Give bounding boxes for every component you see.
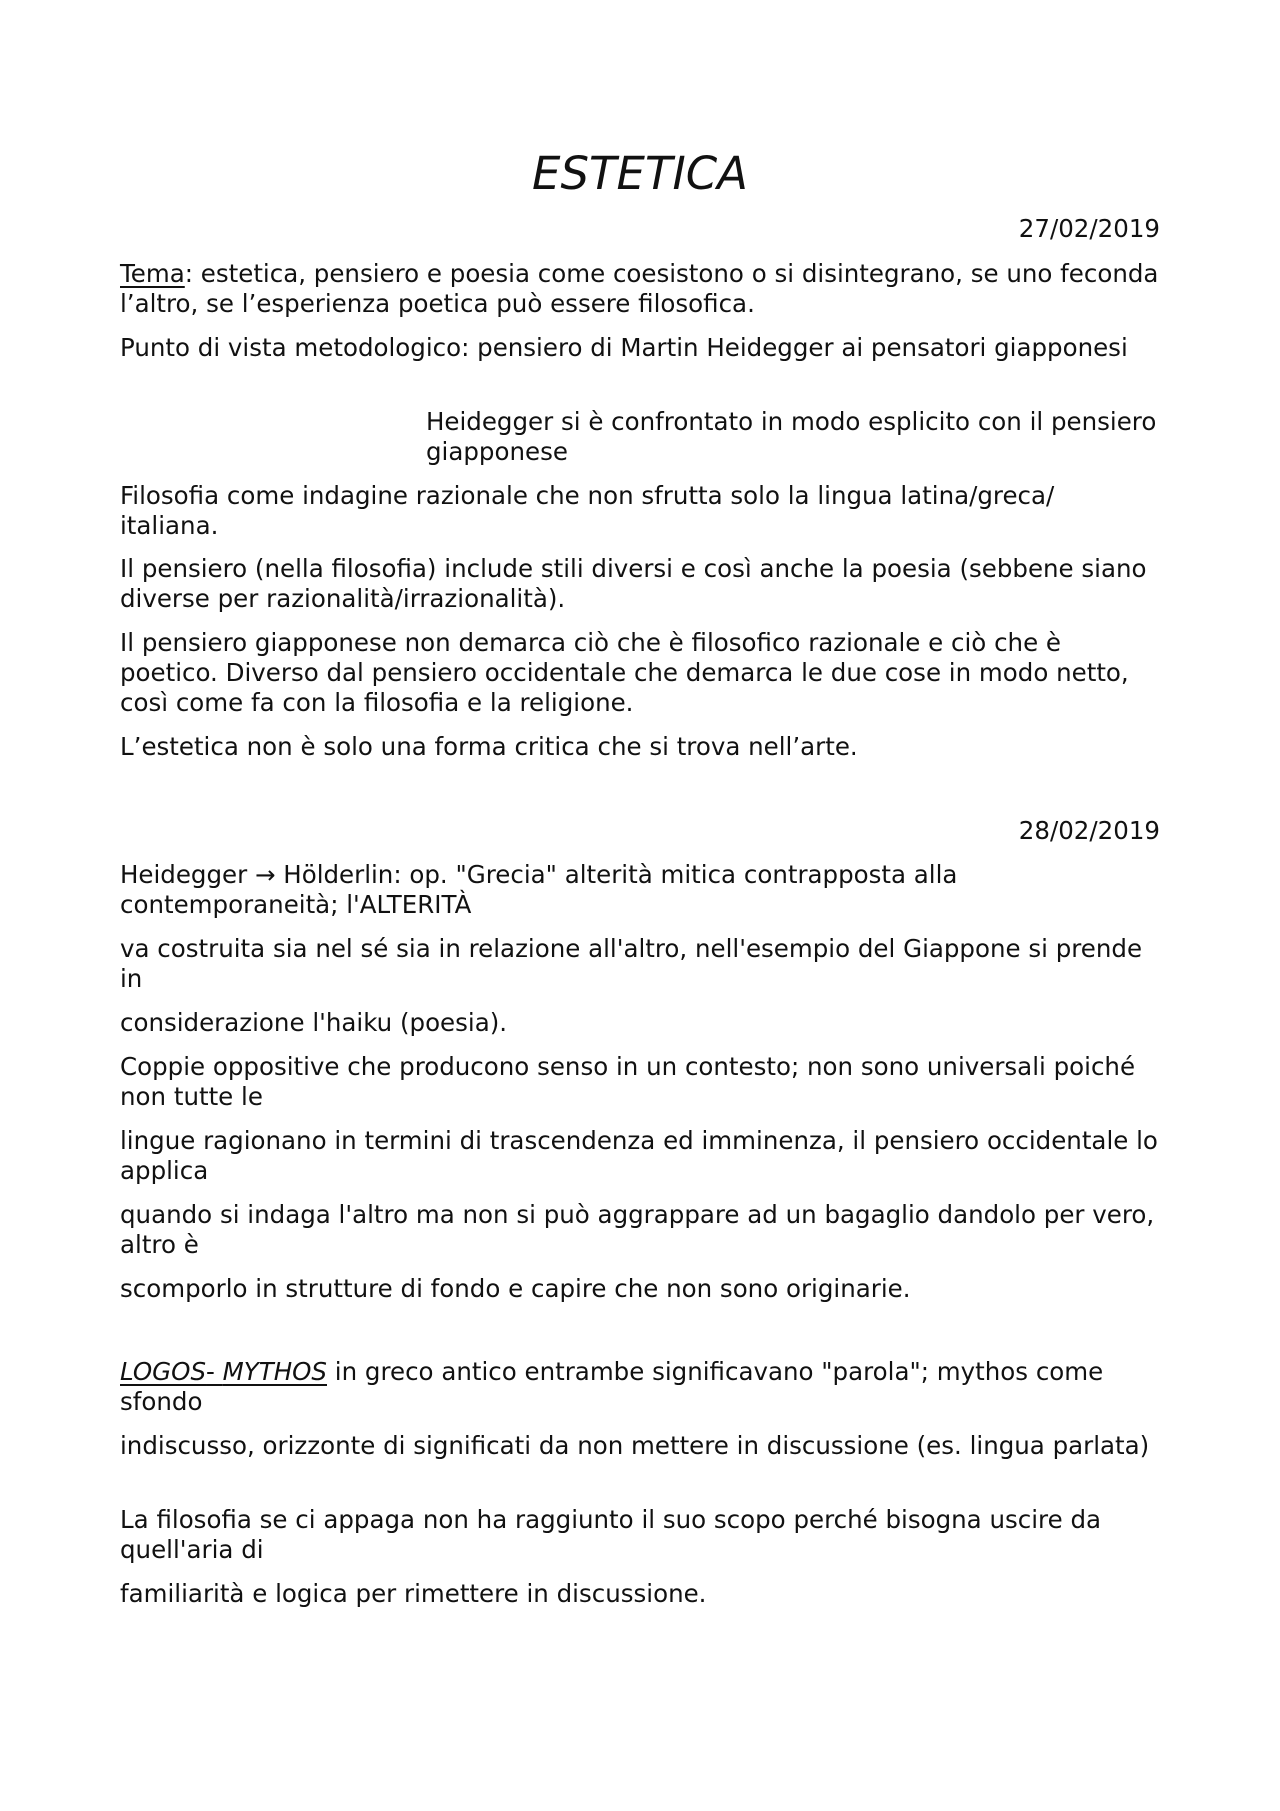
logos-label: LOGOS [120, 1357, 207, 1386]
paragraph-logos-mythos [120, 1357, 1160, 1417]
paragraph-filosofia: Filosofia come indagine razionale che non sfrutta solo la lingua latina/greca/ italiana. [120, 481, 1055, 540]
paragraph-appaga: La filosofia se ci appaga non ha raggiunto il suo scopo perché bisogna uscire da quell'aria di [120, 1505, 1102, 1564]
tema-text: : estetica, pensiero e poesia come coesistono o si disintegrano, se uno feconda l’altro, se l’esperienza poetica può essere filosofica. [120, 259, 1159, 318]
document-page [120, 0, 1160, 1811]
paragraph-pensiero-stili: Il pensiero (nella filosofia) include stili diversi e così anche la poesia (sebbene siano diverse per razionalità/irrazionalità). [120, 554, 1147, 613]
paragraph-familiarita: familiarità e logica per rimettere in discussione. [120, 1579, 707, 1608]
mythos-label: MYTHOS [222, 1357, 327, 1386]
paragraph-holderlin: Heidegger → Hölderlin: op. "Grecia" alterità mitica contrapposta alla contemporaneità; l'ALTERITÀ [120, 860, 958, 919]
paragraph-heidegger-indent: Heidegger si è confrontato in modo esplicito con il pensiero giapponese [426, 407, 1157, 466]
document-title: ESTETICA [532, 147, 748, 200]
paragraph-estetica: L’estetica non è solo una forma critica che si trova nell’arte. [120, 732, 858, 761]
paragraph-lingue: lingue ragionano in termini di trascendenza ed imminenza, il pensiero occidentale lo applica [120, 1126, 1158, 1185]
section-date-1: 27/02/2019 [1018, 214, 1160, 243]
paragraph-scomporlo: scomporlo in strutture di fondo e capire che non sono originarie. [120, 1274, 911, 1303]
paragraph-altro: quando si indaga l'altro ma non si può aggrappare ad un bagaglio dandolo per vero, altro è [120, 1200, 1155, 1259]
paragraph-indiscusso: indiscusso, orizzonte di significati da non mettere in discussione (es. lingua parlata) [120, 1431, 1150, 1460]
logos-mythos-text: in greco antico entrambe significavano "parola"; mythos come sfondo [120, 1357, 1104, 1416]
paragraph-tema [120, 259, 1160, 319]
section-date-2: 28/02/2019 [1018, 816, 1160, 845]
paragraph-coppie: Coppie oppositive che producono senso in un contesto; non sono universali poiché non tutte le [120, 1052, 1136, 1111]
logos-separator: - [206, 1357, 223, 1386]
tema-label: Tema [120, 259, 185, 288]
paragraph-alterita: va costruita sia nel sé sia in relazione all'altro, nell'esempio del Giappone si prende in [120, 934, 1143, 993]
paragraph-haiku: considerazione l'haiku (poesia). [120, 1008, 508, 1037]
paragraph-pensiero-giapponese: Il pensiero giapponese non demarca ciò che è filosofico razionale e ciò che è poetico. Diverso dal pensiero occidentale che demarca le due cose in modo netto, così come fa con la filosofia e la religione. [120, 628, 1129, 717]
paragraph-metodologico: Punto di vista metodologico: pensiero di Martin Heidegger ai pensatori giapponesi [120, 333, 1128, 362]
